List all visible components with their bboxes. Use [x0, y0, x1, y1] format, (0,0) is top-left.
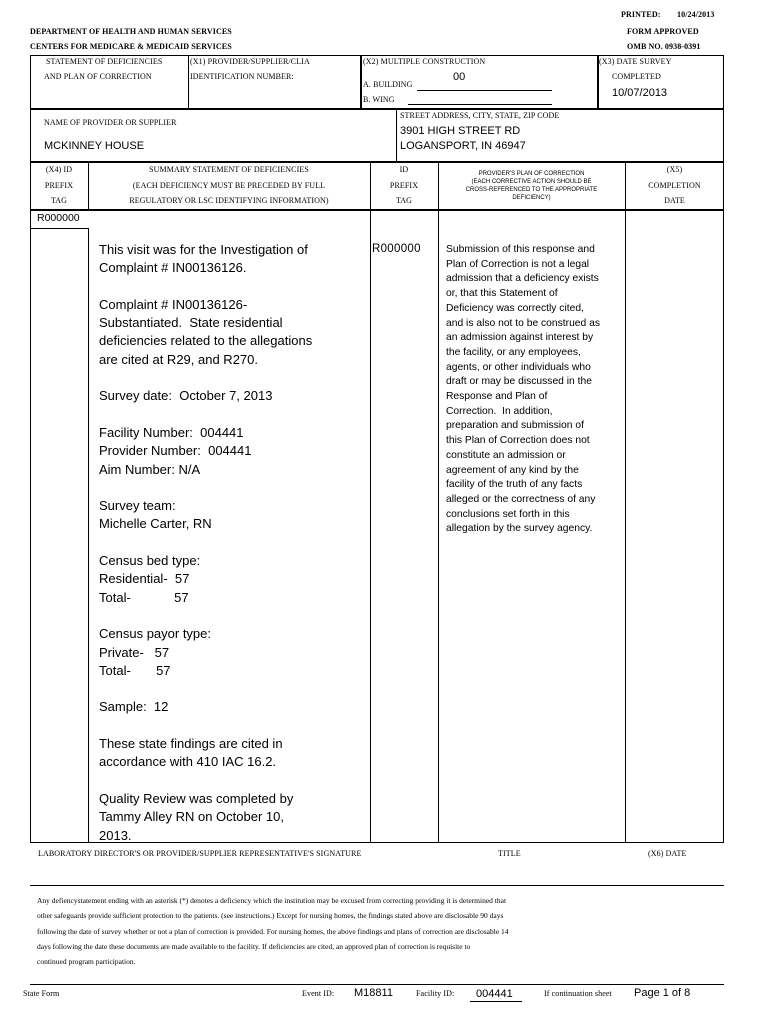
plan-line: Plan of Correction is not a legal: [446, 258, 590, 270]
summary-line: Survey team:: [99, 498, 176, 514]
id-label-3: TAG: [395, 196, 413, 205]
x3-value: 10/07/2013: [612, 87, 668, 99]
summary-line: [99, 607, 367, 625]
address-label: STREET ADDRESS, CITY, STATE, ZIP CODE: [400, 111, 560, 120]
form-approved: FORM APPROVED: [627, 27, 699, 36]
x5-label-2: COMPLETION: [648, 181, 701, 190]
department-line: DEPARTMENT OF HEALTH AND HUMAN SERVICES: [30, 27, 232, 36]
summary-statement: [99, 241, 367, 845]
left-prefix-tag: R000000: [37, 212, 80, 224]
facility-id-label: Facility ID:: [416, 989, 455, 998]
summary-line: Residential- 57: [99, 571, 190, 587]
summary-line: accordance with 410 IAC 16.2.: [99, 754, 277, 770]
plan-line: the facility, or any employees,: [446, 346, 581, 358]
summary-line: Survey date: October 7, 2013: [99, 388, 273, 404]
summary-line: Total- 57: [99, 662, 171, 678]
x2-value: 00: [453, 71, 466, 83]
plan-label-4: DEFICIENCY): [512, 195, 551, 201]
summary-line: [99, 369, 367, 387]
summary-line: Private- 57: [99, 644, 170, 660]
disclosure-footnote: [37, 893, 717, 969]
summary-line: Census bed type:: [99, 553, 201, 569]
footnote-line: Any defiencystatement ending with an asterisk (*) denotes a deficiency which the institution may be excused from correcting providing it is determined that: [37, 896, 507, 905]
plan-line: Submission of this response and: [446, 244, 595, 255]
summary-line: Substantiated. State residential: [99, 315, 283, 331]
x3-label-1: (X3) DATE SURVEY: [599, 57, 672, 66]
footnote-line: other safeguards provide sufficient protection to the patients. (see instructions.) Except for nursing homes, the findings stated above are disclosable 90 days: [37, 911, 504, 921]
summary-line: [99, 479, 367, 497]
summary-line: [99, 534, 367, 552]
title-label: TITLE: [498, 849, 521, 858]
date-label: (X6) DATE: [648, 849, 687, 858]
plan-line: preparation and submission of: [446, 420, 584, 432]
statement-label-1: STATEMENT OF DEFICIENCIES: [46, 57, 163, 66]
plan-line: draft or may be discussed in the: [446, 376, 592, 388]
x4-label-3: TAG: [50, 196, 68, 205]
x4-label-1: (X4) ID: [45, 165, 73, 174]
plan-line: alleged or the correctness of any: [446, 493, 596, 505]
plan-line: agreement of any kind by the: [446, 464, 579, 476]
summary-line: 2013.: [99, 827, 132, 843]
wing-label: B. WING: [363, 95, 395, 104]
director-signature-label: LABORATORY DIRECTOR'S OR PROVIDER/SUPPLIER REPRESENTATIVE'S SIGNATURE: [38, 849, 362, 858]
plan-line: constitute an admission or: [446, 449, 566, 461]
summary-line: This visit was for the Investigation of: [99, 242, 308, 257]
summary-line: Tammy Alley RN on October 10,: [99, 809, 284, 825]
id-label-1: ID: [399, 165, 409, 174]
x2-label: (X2) MULTIPLE CONSTRUCTION: [363, 57, 486, 66]
id-label-2: PREFIX: [389, 181, 419, 190]
address-line-2: LOGANSPORT, IN 46947: [400, 140, 526, 152]
summary-line: Provider Number: 004441: [99, 443, 252, 459]
omb-number: OMB NO. 0938-0391: [627, 42, 701, 51]
summary-line: Facility Number: 004441: [99, 424, 244, 440]
x3-label-2: COMPLETED: [612, 72, 661, 81]
summary-line: [99, 278, 367, 296]
plan-line: Deficiency was correctly cited,: [446, 302, 584, 314]
summary-line: are cited at R29, and R270.: [99, 351, 258, 367]
event-id-label: Event ID:: [302, 989, 335, 998]
continuation-label: If continuation sheet: [544, 989, 612, 998]
summary-line: Census payor type:: [99, 626, 212, 642]
x1-label-1: (X1) PROVIDER/SUPPLIER/CLIA: [190, 57, 310, 66]
summary-line: Michelle Carter, RN: [99, 516, 212, 532]
plan-line: Response and Plan of: [446, 391, 548, 403]
summary-label-2: (EACH DEFICIENCY MUST BE PRECEDED BY FULL: [132, 181, 326, 190]
plan-line: conclusions set forth in this: [446, 508, 570, 520]
x4-label-2: PREFIX: [44, 181, 74, 190]
footnote-line: continued program participation.: [37, 957, 136, 967]
printed-date: 10/24/2013: [677, 10, 715, 19]
summary-line: Quality Review was completed by: [99, 790, 294, 806]
facility-id: 004441: [476, 988, 513, 1000]
plan-line: agents, or other individuals who: [446, 361, 591, 373]
x1-label-2: IDENTIFICATION NUMBER:: [190, 72, 294, 81]
plan-line: Correction. In addition,: [446, 405, 553, 417]
page-number: Page 1 of 8: [634, 987, 691, 999]
summary-line: Complaint # IN00136126.: [99, 260, 247, 276]
plan-label-1: PROVIDER'S PLAN OF CORRECTION: [478, 171, 585, 177]
summary-line: deficiencies related to the allegations: [99, 333, 313, 349]
cms-line: CENTERS FOR MEDICARE & MEDICAID SERVICES: [30, 42, 232, 51]
event-id: M18811: [354, 987, 393, 999]
statement-label-2: AND PLAN OF CORRECTION: [44, 72, 152, 81]
x5-label-3: DATE: [664, 196, 685, 205]
provider-name-label: NAME OF PROVIDER OR SUPPLIER: [44, 118, 177, 127]
plan-label-3: CROSS-REFERENCED TO THE APPROPRIATE: [465, 187, 598, 193]
summary-label-1: SUMMARY STATEMENT OF DEFICIENCIES: [149, 165, 309, 174]
footnote-line: following the date of survey whether or not a plan of correction is provided. For nursing homes, the above findings and plans of correction are disclosable 14: [37, 926, 509, 936]
plan-line: an admission against interest by: [446, 332, 594, 344]
summary-line: [99, 680, 367, 698]
summary-line: Total- 57: [99, 589, 189, 605]
plan-line: facility of the truth of any facts: [446, 479, 583, 491]
plan-line: this Plan of Correction does not: [446, 435, 590, 447]
provider-address-box: [30, 109, 724, 162]
summary-line: Aim Number: N/A: [99, 461, 201, 477]
building-label: A. BUILDING: [363, 80, 413, 89]
right-prefix-tag: R000000: [372, 243, 421, 255]
printed-label: PRINTED:: [621, 10, 661, 19]
address-line-1: 3901 HIGH STREET RD: [400, 125, 521, 137]
provider-name: MCKINNEY HOUSE: [44, 140, 145, 152]
summary-line: [99, 406, 367, 424]
x5-label-1: (X5): [666, 165, 683, 174]
summary-label-3: REGULATORY OR LSC IDENTIFYING INFORMATION): [129, 196, 329, 205]
plan-line: allegation by the survey agency.: [446, 523, 593, 535]
state-form-label: State Form: [23, 989, 60, 998]
summary-line: These state findings are cited in: [99, 736, 283, 752]
summary-line: [99, 772, 367, 790]
plan-label-2: (EACH CORRECTIVE ACTION SHOULD BE: [471, 179, 592, 185]
plan-line: admission that a deficiency exists: [446, 273, 599, 285]
footnote-line: days following the date these documents are made available to the facility. If deficiencies are cited, an approved plan of correction is requisite to: [37, 941, 471, 951]
summary-line: Complaint # IN00136126-: [99, 296, 248, 312]
summary-line: [99, 717, 367, 735]
summary-line: Sample: 12: [99, 699, 169, 715]
plan-of-correction: [446, 243, 624, 537]
plan-line: and is also not to be construed as: [446, 317, 600, 329]
plan-line: or, that this Statement of: [446, 288, 558, 300]
